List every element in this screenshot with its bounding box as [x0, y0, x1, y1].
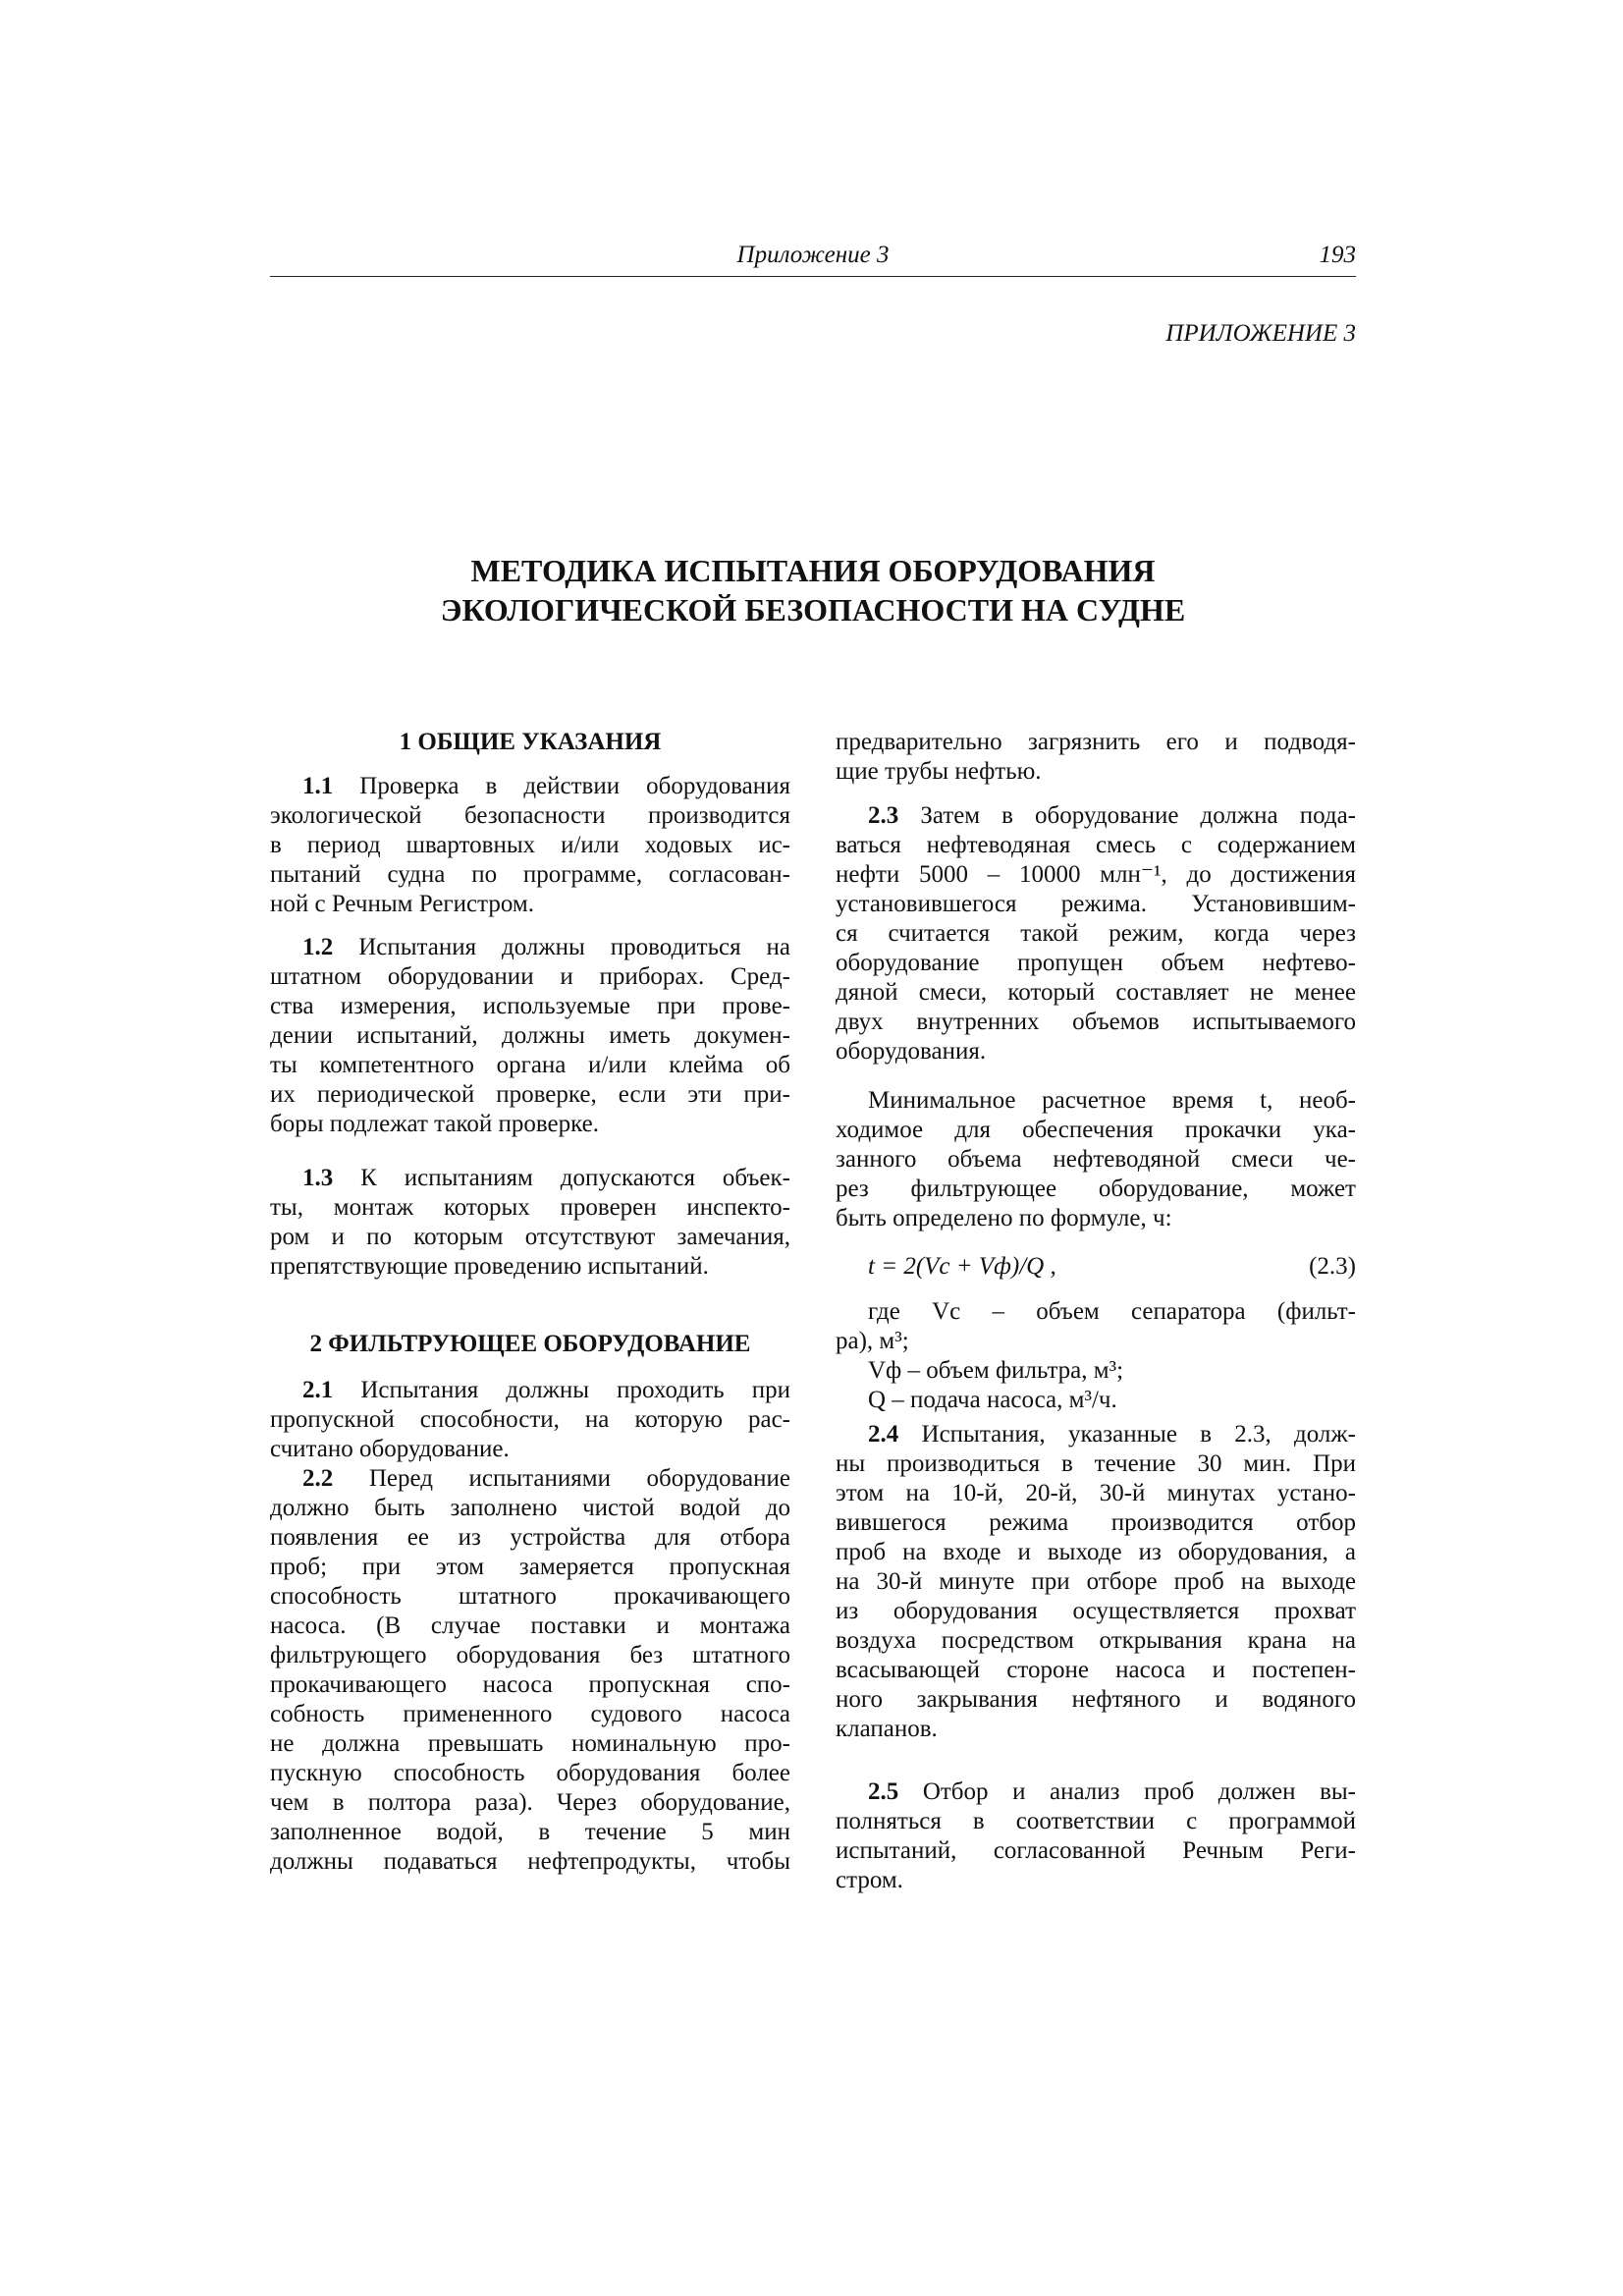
paragraph-2-2: [270, 1464, 790, 1877]
text-line: [836, 1086, 1356, 1116]
formula-definitions: [836, 1297, 1356, 1415]
text-line: [836, 978, 1356, 1008]
line-text: ходимое для обеспечения прокачки ука-: [836, 1117, 1356, 1143]
text-line: [836, 1420, 1356, 1449]
text-line: [836, 1145, 1356, 1175]
paragraph: [836, 728, 1356, 787]
text-line: [270, 1021, 790, 1051]
text-line: [270, 1435, 790, 1464]
text-line: [270, 1729, 790, 1759]
line-text: считано оборудование.: [270, 1436, 510, 1462]
line-text: ваться нефтеводяная смесь с содержанием: [836, 832, 1356, 858]
text-line: [836, 1508, 1356, 1538]
paragraph-2-1: [270, 1376, 790, 1464]
text-line: [270, 1051, 790, 1080]
running-header: [270, 242, 1356, 275]
line-text: оборудования.: [836, 1038, 987, 1065]
text-line: [836, 1656, 1356, 1685]
section-2-heading: 2 ФИЛЬТРУЮЩЕЕ ОБОРУДОВАНИЕ: [309, 1331, 751, 1357]
text-line: [836, 1626, 1356, 1656]
line-text: щие трубы нефтью.: [836, 758, 1042, 785]
line-text: прокачивающего насоса пропускная спо-: [270, 1671, 790, 1698]
text-line: [836, 1479, 1356, 1508]
text-line: [836, 1204, 1356, 1233]
text-line: [270, 801, 790, 831]
paragraph-number: 2.3: [868, 802, 899, 829]
paragraph-1-1: [270, 772, 790, 919]
text-line: [270, 860, 790, 890]
line-text: препятствующие проведению испытаний.: [270, 1253, 709, 1280]
text-line: [270, 1193, 790, 1223]
document-title-line-1: МЕТОДИКА ИСПЫТАНИЯ ОБОРУДОВАНИЯ: [470, 553, 1156, 588]
text-line: [836, 1008, 1356, 1037]
text-line: [836, 1685, 1356, 1715]
text-line: [836, 860, 1356, 890]
paragraph-number: 1.1: [302, 773, 334, 799]
text-line: [270, 933, 790, 962]
text-line: [836, 1807, 1356, 1836]
line-text: двух внутренних объемов испытываемого: [836, 1009, 1356, 1035]
text-line: [836, 1037, 1356, 1066]
line-text: из оборудования осуществляется прохват: [836, 1598, 1356, 1624]
line-text: проб на входе и выходе из оборудования, а: [836, 1539, 1356, 1565]
definition-line: Q – подача насоса, м³/ч.: [868, 1387, 1117, 1413]
line-text: пускную способность оборудования более: [270, 1760, 790, 1786]
line-text: ты, монтаж которых проверен инспекто-: [270, 1194, 790, 1221]
text-line: [270, 1612, 790, 1641]
text-line: [836, 801, 1356, 831]
text-line: [836, 1116, 1356, 1145]
line-text: штатном оборудовании и приборах. Сред-: [270, 963, 790, 990]
page-number: 193: [1319, 242, 1356, 268]
text-line: [836, 1449, 1356, 1479]
line-text: способность штатного прокачивающего: [270, 1583, 790, 1610]
line-text: Затем в оборудование должна пода-: [920, 802, 1356, 829]
line-text: воздуха посредством открывания крана на: [836, 1627, 1356, 1654]
paragraph-2-3: [836, 801, 1356, 1066]
line-text: Проверка в действии оборудования: [359, 773, 790, 799]
line-text: дении испытаний, должны иметь докумен-: [270, 1022, 790, 1049]
text-line: [270, 992, 790, 1021]
formula-expression: t = 2(Vс + Vф)/Q ,: [868, 1253, 1056, 1280]
text-line: [270, 1523, 790, 1553]
text-line: [270, 962, 790, 992]
line-text: проб; при этом замеряется пропускная: [270, 1554, 790, 1580]
text-line: [270, 1818, 790, 1847]
line-text: рез фильтрующее оборудование, может: [836, 1175, 1356, 1202]
text-line: [270, 1376, 790, 1405]
definition-line: ра), м³;: [836, 1328, 909, 1354]
text-line: [836, 1866, 1356, 1895]
line-text: Минимальное расчетное время t, необ-: [868, 1087, 1356, 1114]
text-line: [836, 1777, 1356, 1807]
line-text: клапанов.: [836, 1716, 938, 1742]
document-title-line-2: ЭКОЛОГИЧЕСКОЙ БЕЗОПАСНОСТИ НА СУДНЕ: [440, 592, 1186, 628]
text-line: [270, 1164, 790, 1193]
text-line: [270, 1405, 790, 1435]
line-text: появления ее из устройства для отбора: [270, 1524, 790, 1551]
text-line: [836, 1597, 1356, 1626]
line-text: дяной смеси, который составляет не менее: [836, 979, 1356, 1006]
line-text: этом на 10-й, 20-й, 30-й минутах устано-: [836, 1480, 1356, 1506]
text-line: [836, 1538, 1356, 1567]
text-line: [270, 1464, 790, 1494]
appendix-label: ПРИЛОЖЕНИЕ 3: [1165, 320, 1356, 347]
line-text: Испытания должны проходить при: [360, 1377, 790, 1403]
running-header-title: Приложение 3: [736, 242, 890, 268]
line-text: занного объема нефтеводяной смеси че-: [836, 1146, 1356, 1173]
text-line: [270, 1252, 790, 1282]
text-line: [270, 1582, 790, 1612]
line-text: насоса. (В случае поставки и монтажа: [270, 1613, 790, 1639]
line-text: нефти 5000 – 10000 млн⁻¹, до достижения: [836, 861, 1356, 888]
definition-line: Vф – объем фильтра, м³;: [868, 1357, 1124, 1384]
formula: [836, 1252, 1356, 1282]
paragraph-number: 2.2: [302, 1465, 334, 1492]
line-text: фильтрующего оборудования без штатного: [270, 1642, 790, 1668]
line-text: должно быть заполнено чистой водой до: [270, 1495, 790, 1521]
line-text: ты компетентного органа и/или клейма об: [270, 1052, 790, 1078]
paragraph: [836, 1086, 1356, 1233]
text-line: [270, 1080, 790, 1110]
line-text: установившегося режима. Установившим-: [836, 891, 1356, 917]
line-text: предварительно загрязнить его и подводя-: [836, 729, 1356, 755]
paragraph-1-3: [270, 1164, 790, 1282]
header-rule: [270, 276, 1356, 277]
line-text: стром.: [836, 1867, 903, 1893]
definition-line: где Vс – объем сепаратора (фильт-: [868, 1298, 1356, 1325]
line-text: заполненное водой, в течение 5 мин: [270, 1819, 790, 1845]
text-line: [270, 772, 790, 801]
text-line: [270, 1223, 790, 1252]
line-text: полняться в соответствии с программой: [836, 1808, 1356, 1834]
text-line: [270, 1670, 790, 1700]
line-text: Испытания, указанные в 2.3, долж-: [921, 1421, 1356, 1448]
line-text: не должна превышать номинальную про-: [270, 1730, 790, 1757]
paragraph-number: 2.5: [868, 1778, 899, 1805]
text-line: [270, 1700, 790, 1729]
section-1-heading: 1 ОБЩИЕ УКАЗАНИЯ: [399, 729, 662, 755]
line-text: К испытаниям допускаются объек-: [360, 1165, 790, 1191]
line-text: их периодической проверке, если эти при-: [270, 1081, 790, 1108]
line-text: в период швартовных и/или ходовых ис-: [270, 832, 790, 858]
text-line: [836, 1567, 1356, 1597]
paragraph-number: 2.4: [868, 1421, 899, 1448]
text-line: [270, 1759, 790, 1788]
text-line: [270, 1788, 790, 1818]
line-text: пропускной способности, на которую рас-: [270, 1406, 790, 1433]
text-line: [836, 1715, 1356, 1744]
paragraph-number: 2.1: [302, 1377, 334, 1403]
text-line: [836, 831, 1356, 860]
line-text: ного закрывания нефтяного и водяного: [836, 1686, 1356, 1713]
line-text: вившегося режима производится отбор: [836, 1509, 1356, 1536]
text-line: [270, 1847, 790, 1877]
paragraph-2-5: [836, 1777, 1356, 1895]
text-line: [836, 1175, 1356, 1204]
text-line: [836, 919, 1356, 949]
line-text: испытаний, согласованной Речным Реги-: [836, 1837, 1356, 1864]
line-text: экологической безопасности производится: [270, 802, 790, 829]
text-line: [836, 1836, 1356, 1866]
text-line: [270, 1110, 790, 1139]
line-text: Отбор и анализ проб должен вы-: [922, 1778, 1356, 1805]
line-text: ной с Речным Регистром.: [270, 891, 534, 917]
line-text: всасывающей стороне насоса и постепен-: [836, 1657, 1356, 1683]
text-line: [836, 757, 1356, 787]
text-line: [270, 890, 790, 919]
text-line: [270, 1494, 790, 1523]
line-text: пытаний судна по программе, согласован-: [270, 861, 790, 888]
line-text: на 30-й минуте при отборе проб на выходе: [836, 1568, 1356, 1595]
line-text: собность примененного судового насоса: [270, 1701, 790, 1727]
line-text: ства измерения, используемые при прове-: [270, 993, 790, 1019]
line-text: боры подлежат такой проверке.: [270, 1111, 599, 1137]
paragraph-number: 1.3: [302, 1165, 334, 1191]
line-text: Испытания должны проводиться на: [358, 934, 790, 960]
text-line: [270, 1641, 790, 1670]
line-text: должны подаваться нефтепродукты, чтобы: [270, 1848, 790, 1875]
line-text: оборудование пропущен объем нефтево-: [836, 950, 1356, 976]
text-line: [836, 728, 1356, 757]
line-text: быть определено по формуле, ч:: [836, 1205, 1172, 1231]
text-line: [270, 1553, 790, 1582]
formula-number: (2.3): [1309, 1253, 1356, 1280]
line-text: ся считается такой режим, когда через: [836, 920, 1356, 947]
paragraph-number: 1.2: [302, 934, 334, 960]
line-text: Перед испытаниями оборудование: [368, 1465, 790, 1492]
paragraph-2-4: [836, 1420, 1356, 1744]
paragraph-1-2: [270, 933, 790, 1139]
text-line: [270, 831, 790, 860]
line-text: чем в полтора раза). Через оборудование,: [270, 1789, 790, 1816]
line-text: ны производиться в течение 30 мин. При: [836, 1450, 1356, 1477]
text-line: [836, 890, 1356, 919]
line-text: ром и по которым отсутствуют замечания,: [270, 1224, 790, 1250]
text-line: [836, 949, 1356, 978]
